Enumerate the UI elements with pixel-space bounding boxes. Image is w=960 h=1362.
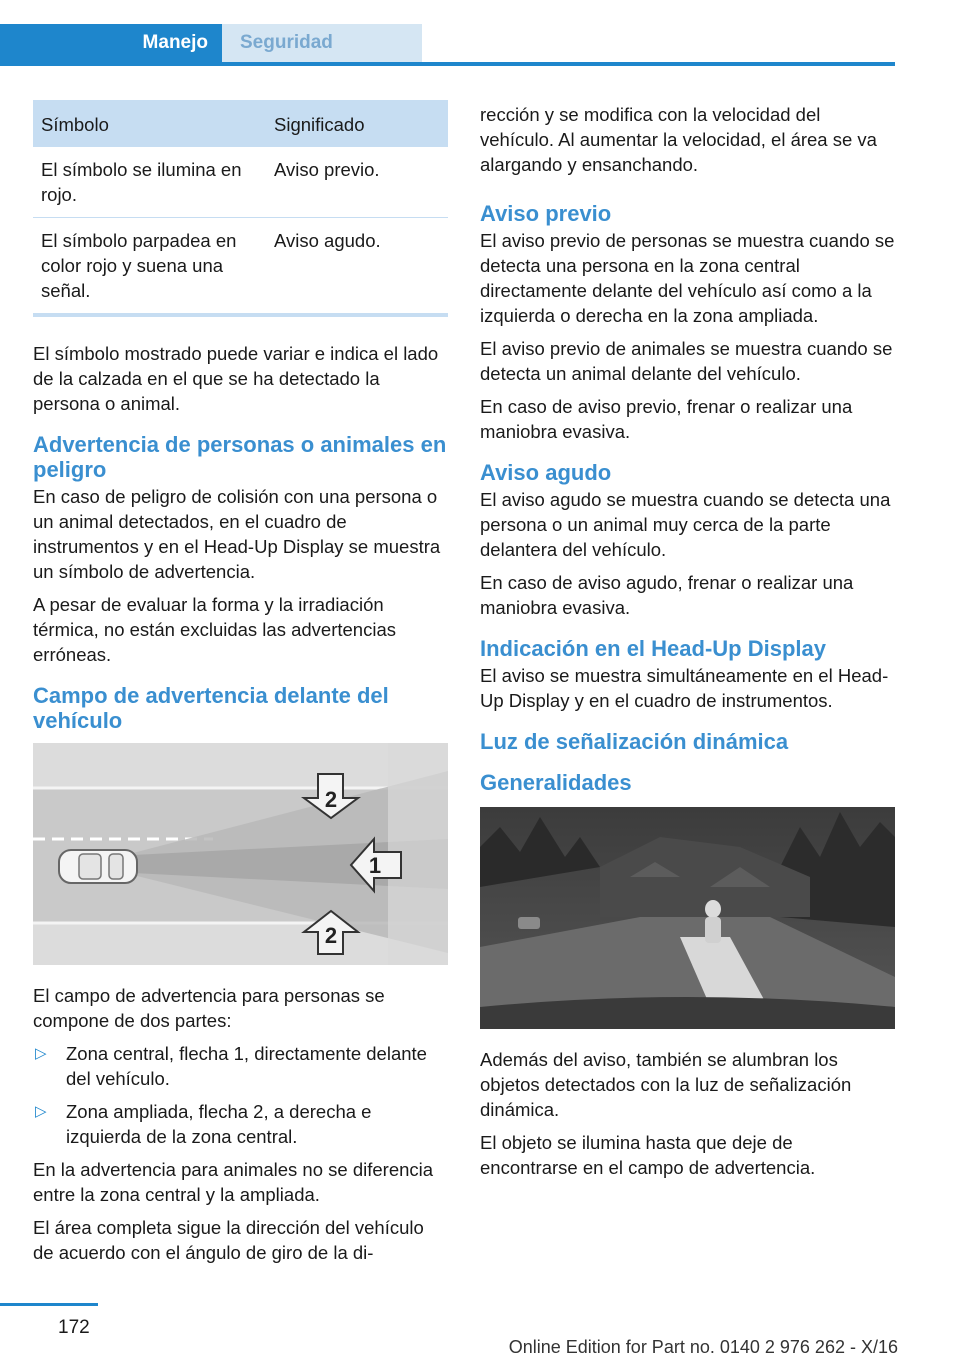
edition-text: Online Edition for Part no. 0140 2 976 262 - X/16	[508, 1337, 898, 1357]
paragraph: El área completa sigue la dirección del vehículo de acuerdo con el ángulo de giro de la di-	[33, 1217, 424, 1263]
page-number: 172	[58, 1317, 90, 1338]
tab-manejo-label: Manejo	[142, 32, 208, 53]
arrow-1-label: 1	[368, 853, 382, 878]
warning-field-figure	[33, 743, 448, 965]
paragraph: En caso de aviso previo, frenar o realizar una maniobra evasiva.	[480, 396, 853, 442]
table-row	[33, 218, 448, 316]
footer-rule	[0, 1303, 98, 1306]
paragraph: El aviso previo de animales se muestra cuando se detecta un animal delante del vehículo.	[480, 338, 893, 384]
section-heading: Indicación en el Head-Up Display	[480, 636, 826, 661]
tab-seguridad[interactable]	[222, 24, 422, 62]
pedestrian-icon	[705, 900, 721, 918]
header-tabbar	[0, 24, 895, 66]
table-header-cell: Significado	[266, 100, 448, 147]
section-heading: Campo de advertencia delante del vehículo	[33, 683, 389, 733]
paragraph: En caso de aviso agudo, frenar o realizar una maniobra evasiva.	[480, 572, 854, 618]
paragraph: El aviso se muestra simultáneamente en el Head-Up Display y en el cuadro de instrumentos.	[480, 665, 889, 711]
tab-manejo[interactable]	[0, 24, 222, 62]
paragraph: A pesar de evaluar la forma y la irradiación térmica, no están excluidas las advertencias erróneas.	[33, 594, 396, 665]
table-row	[33, 147, 448, 218]
page-footer	[0, 1303, 960, 1362]
table-header-row	[33, 100, 448, 147]
section-heading: Aviso previo	[480, 201, 612, 226]
paragraph: El aviso previo de personas se muestra cuando se detecta una persona en la zona central directamente delante del vehículo así como a la izquierda o derecha en la zona ampliada.	[480, 230, 895, 326]
table-cell: Aviso previo.	[266, 147, 448, 218]
paragraph: rección y se modifica con la velocidad del vehículo. Al aumentar la velocidad, el área se va alargando y ensanchando.	[480, 104, 877, 175]
table-cell: Aviso agudo.	[266, 218, 448, 316]
section-heading: Advertencia de personas o animales en peligro	[33, 432, 447, 482]
arrow-2-top-label: 2	[324, 787, 338, 812]
left-column	[33, 100, 448, 1273]
table-cell: El símbolo parpadea en color rojo y suena una señal.	[33, 218, 266, 316]
triangle-bullet-icon: ▷	[35, 1103, 47, 1120]
symbol-table	[33, 100, 448, 317]
list-item-text: Zona ampliada, flecha 2, a derecha e izquierda de la zona central.	[66, 1101, 372, 1147]
list-item	[33, 1099, 448, 1149]
right-column	[480, 102, 895, 1188]
paragraph: En la advertencia para animales no se diferencia entre la zona central y la ampliada.	[33, 1159, 434, 1205]
paragraph: El objeto se ilumina hasta que deje de encontrarse en el campo de advertencia.	[480, 1132, 816, 1178]
list-item	[33, 1041, 448, 1091]
oncoming-car-icon	[518, 917, 540, 929]
paragraph: El campo de advertencia para personas se compone de dos partes:	[33, 985, 385, 1031]
warning-field-diagram	[33, 743, 448, 965]
bullet-list	[33, 1041, 448, 1149]
paragraph: El símbolo mostrado puede variar e indica el lado de la calzada en el que se ha detectado la persona o animal.	[33, 343, 439, 414]
list-item-text: Zona central, flecha 1, directamente delante del vehículo.	[66, 1043, 427, 1089]
paragraph: El aviso agudo se muestra cuando se detecta una persona o un animal muy cerca de la parte delantera del vehículo.	[480, 489, 891, 560]
paragraph: Además del aviso, también se alumbran los objetos detectados con la luz de señalización dinámica.	[480, 1049, 852, 1120]
table-header-cell: Símbolo	[33, 100, 266, 147]
table-cell: El símbolo se ilumina en rojo.	[33, 147, 266, 218]
triangle-bullet-icon: ▷	[35, 1045, 47, 1062]
section-heading: Generalidades	[480, 770, 632, 795]
arrow-2-bottom-label: 2	[324, 923, 338, 948]
paragraph: En caso de peligro de colisión con una persona o un animal detectados, en el cuadro de instrumentos y en el Head-Up Display se muestra un símbolo de advertencia.	[33, 486, 441, 582]
tab-seguridad-label: Seguridad	[240, 32, 333, 53]
night-road-figure	[480, 807, 895, 1029]
section-heading: Luz de señalización dinámica	[480, 729, 789, 754]
night-road-photo	[480, 807, 895, 1029]
section-heading: Aviso agudo	[480, 460, 612, 485]
